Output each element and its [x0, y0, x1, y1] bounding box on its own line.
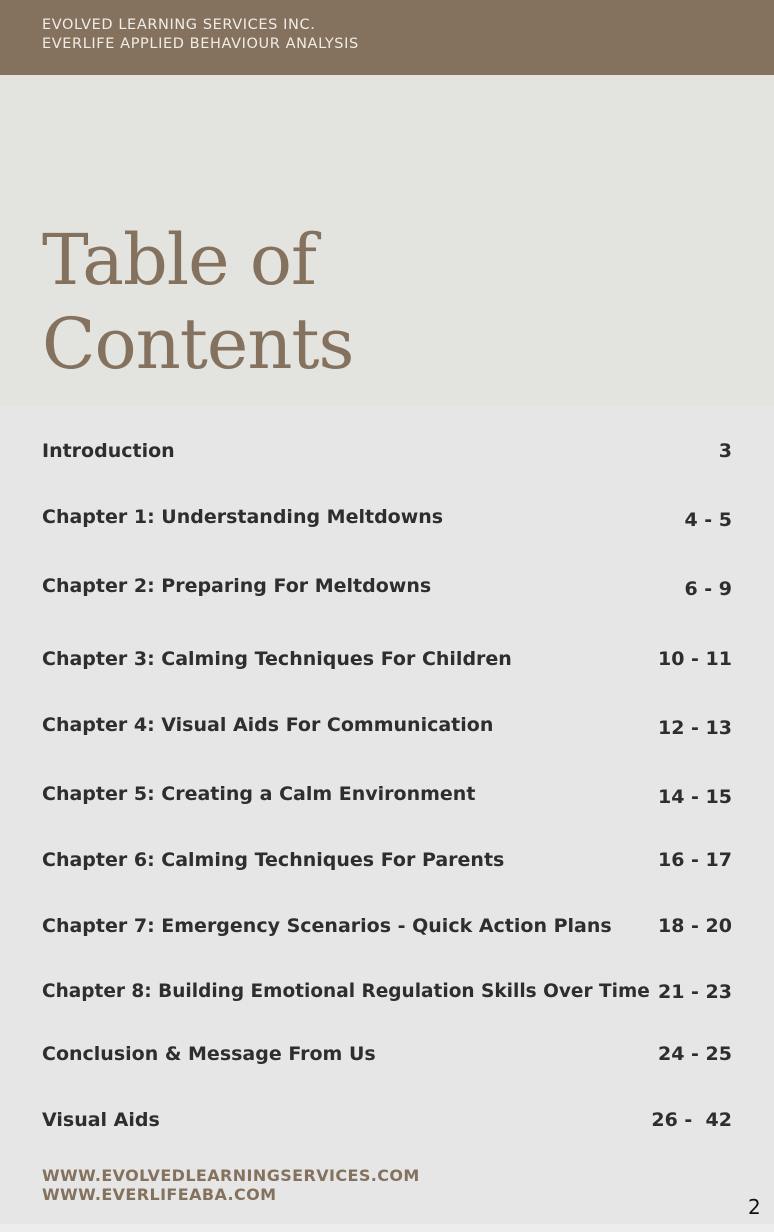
company-subtitle: EVERLIFE APPLIED BEHAVIOUR ANALYSIS	[42, 36, 359, 52]
toc-entry-pages: 21 - 23	[658, 981, 732, 1003]
page-number: 2	[748, 1195, 761, 1219]
toc-entry-pages: 16 - 17	[658, 849, 732, 871]
website-link-everlife[interactable]: WWW.EVERLIFEABA.COM	[42, 1185, 277, 1204]
toc-entry-label: Chapter 8: Building Emotional Regulation Skills Over Time	[42, 981, 650, 1002]
toc-entry-chapter-7[interactable]	[42, 915, 732, 945]
toc-entry-chapter-2[interactable]	[42, 575, 732, 605]
toc-entry-chapter-3[interactable]	[42, 648, 732, 678]
toc-entry-pages: 26 - 42	[651, 1109, 732, 1131]
header-bar	[0, 0, 774, 75]
toc-entry-chapter-4[interactable]	[42, 714, 732, 744]
page-bottom-edge	[0, 1224, 774, 1232]
page-title-line-2: Contents	[42, 303, 354, 385]
toc-entry-label: Conclusion & Message From Us	[42, 1043, 376, 1065]
toc-entry-pages: 6 - 9	[684, 578, 732, 600]
company-name: EVOLVED LEARNING SERVICES INC.	[42, 17, 316, 33]
toc-entry-label: Introduction	[42, 440, 175, 462]
toc-entry-label: Chapter 3: Calming Techniques For Children	[42, 648, 512, 670]
toc-entry-label: Chapter 7: Emergency Scenarios - Quick Action Plans	[42, 915, 612, 937]
toc-entry-label: Chapter 5: Creating a Calm Environment	[42, 783, 476, 805]
toc-entry-pages: 18 - 20	[658, 915, 732, 937]
toc-entry-chapter-1[interactable]	[42, 506, 732, 536]
toc-entry-introduction[interactable]	[42, 440, 732, 470]
toc-entry-label: Chapter 6: Calming Techniques For Parents	[42, 849, 505, 871]
website-link-evolved[interactable]: WWW.EVOLVEDLEARNINGSERVICES.COM	[42, 1166, 420, 1185]
toc-entry-label: Chapter 1: Understanding Meltdowns	[42, 506, 444, 528]
toc-entry-label: Visual Aids	[42, 1109, 160, 1131]
toc-entry-label: Chapter 2: Preparing For Meltdowns	[42, 575, 432, 597]
toc-entry-visual-aids[interactable]	[42, 1109, 732, 1139]
toc-entry-pages: 10 - 11	[658, 648, 732, 670]
toc-entry-pages: 12 - 13	[658, 717, 732, 739]
page-title-line-1: Table of	[42, 219, 316, 301]
toc-entry-conclusion[interactable]	[42, 1043, 732, 1073]
toc-entry-pages: 14 - 15	[658, 786, 732, 808]
toc-entry-chapter-6[interactable]	[42, 849, 732, 879]
toc-entry-label: Chapter 4: Visual Aids For Communication	[42, 714, 494, 736]
toc-entry-pages: 3	[718, 440, 732, 462]
toc-entry-pages: 24 - 25	[658, 1043, 732, 1065]
toc-entry-chapter-5[interactable]	[42, 783, 732, 813]
page-title	[42, 218, 353, 386]
toc-entry-chapter-8[interactable]	[42, 981, 732, 1011]
toc-entry-pages: 4 - 5	[684, 509, 732, 531]
